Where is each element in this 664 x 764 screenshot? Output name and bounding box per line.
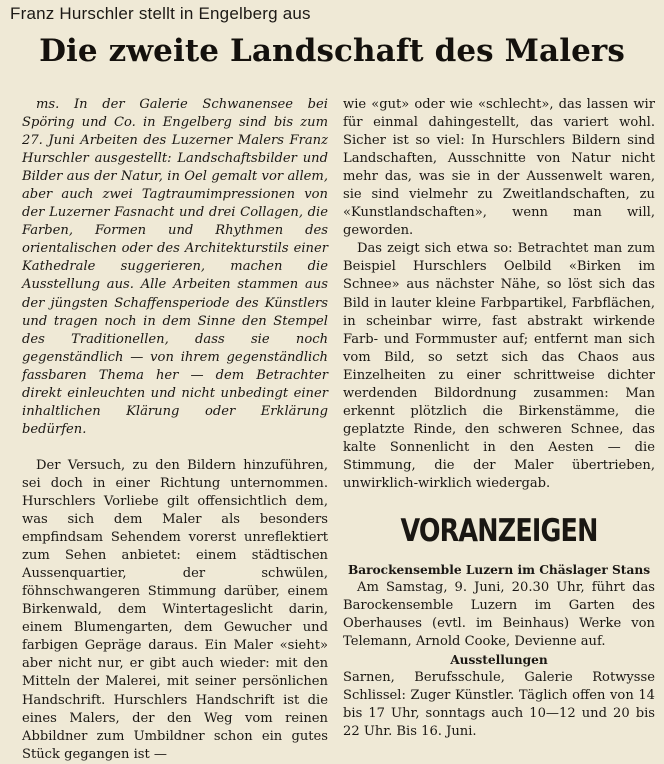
article-lead: ms. In der Galerie Schwanensee bei Spöring und Co. in Engelberg sind bis zum 27. Juni Arbeiten des Luzerner Malers Franz Hurschler ausgestellt: Landschaftsbilder und Bilder aus der Natur, in Oel gemalt vor allem, aber auch zwei Tagtraumimpressionen von der Luzerner Fasnacht und drei Collagen, die Farben, Formen und Rhythmen des orientalischen oder des Architekturstils einer Kathedrale suggerieren, machen die Ausstellung aus. Alle Arbeiten stammen aus der jüngsten Schaffensperiode des Künstlers und tragen noch in dem Sinne den Stempel des Traditionellen, dass sie noch gegenständlich — von ihrem gegenständlich fassbaren Thema her — dem Betrachter direkt einleuchten und nicht unbedingt einer inhaltlichen Klärung oder Erklärung bedürfen. <box>22 97 328 437</box>
body-paragraph-3: Das zeigt sich etwa so: Betrachtet man zum Beispiel Hurschlers Oelbild «Birken im Schnee» aus nächster Nähe, so löst sich das Bild in lauter kleine Farbpartikel, Farbflächen, in scheinbar wirre, fast abstrakt wirkende Farb- und Formmuster auf; entfernt man sich vom Bild, so setzt sich das Chaos aus Einzelheiten zu einer schrittweise dichter werdenden Bildordnung zusammen: Man erkennt plötzlich die Birkenstämme, die geplatzte Rinde, den schweren Schnee, das kalte Sonnenlicht in den Aesten — die Stimmung, die der Maler übertrieben, unwirklich-wirklich wiedergab. <box>343 241 655 491</box>
left-column <box>22 96 328 764</box>
event-text: Am Samstag, 9. Juni, 20.30 Uhr, führt das Barockensemble Luzern im Garten des Oberhauses (evtl. im Beinhaus) Werke von Telemann, Arnold Cooke, Devienne auf. <box>343 580 655 650</box>
body-paragraph-2: wie «gut» oder wie «schlecht», das lassen wir für einmal dahingestellt, das variert wohl. Sicher ist so viel: In Hurschlers Bildern sind Landschaften, Ausschnitte von Natur nicht mehr das, was sie in der Aussenwelt waren, sie sind vielmehr zu Zweitlandschaften, zu «Kunstlandschaften», wenn man will, geworden. <box>343 97 655 239</box>
event-heading: Barockensemble Luzern im Chäslager Stans <box>347 563 651 578</box>
exhibitions-text: Sarnen, Berufsschule, Galerie Rotwysse Schlissel: Zuger Künstler. Täglich offen von 14 bis 17 Uhr, sonntags auch 10—12 und 20 bis 22 Uhr. Bis 16. Juni. <box>343 670 655 740</box>
exhibitions-heading: Ausstellungen <box>450 653 548 668</box>
right-column <box>343 96 655 742</box>
article-kicker: Franz Hurschler stellt in Engelberg aus <box>10 4 311 23</box>
body-paragraph-1: Der Versuch, zu den Bildern hinzuführen, sei doch in einer Richtung unternommen. Hurschlers Vorliebe gilt offensichtlich dem, was sich dem Maler als besonders empfindsam Sehendem vorerst unreflektiert zum Sehen anbietet: einem städtischen Aussenquartier, der schwülen, föhnschwangeren Stimmung darüber, einem Birkenwald, dem Wintertageslicht darin, einem Blumengarten, dem Gewucher und farbigen Gepräge daraus. Ein Maler «sieht» aber nicht nur, er gibt auch wieder: mit den Mitteln der Malerei, mit seiner persönlichen Handschrift. Hurschlers Handschrift ist die eines Malers, der den Weg vom reinen Abbildner zum Umbildner schon ein gutes Stück gegangen ist — <box>22 457 328 762</box>
article-headline: Die zweite Landschaft des Malers <box>39 33 625 69</box>
previews-title: VORANZEIGEN <box>400 513 598 550</box>
